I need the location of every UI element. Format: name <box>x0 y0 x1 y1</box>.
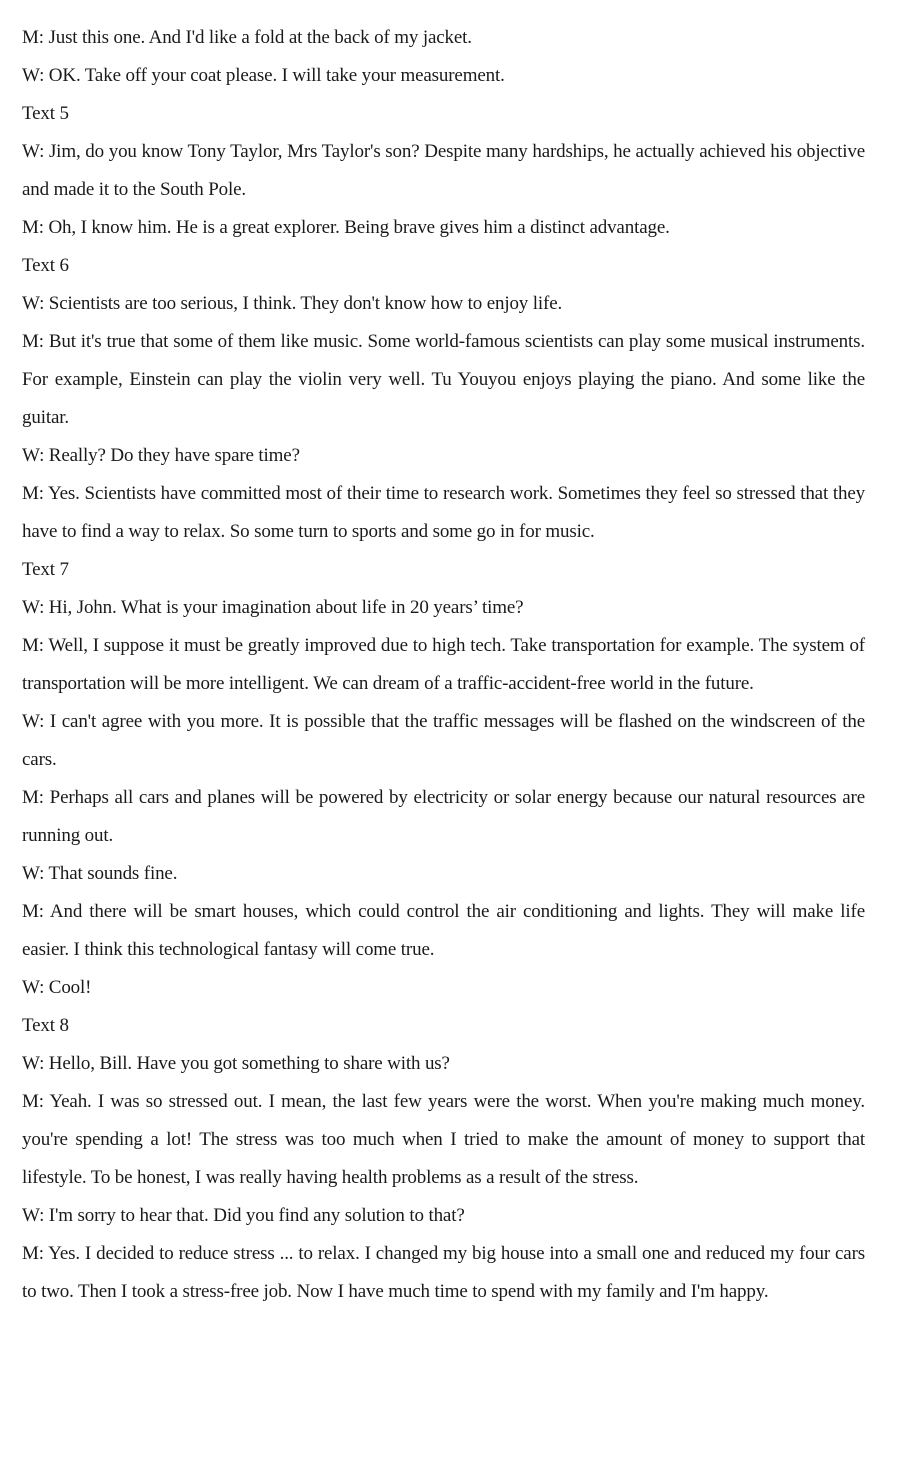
transcript-document <box>22 19 865 1311</box>
dialogue-line: M: Yes. I decided to reduce stress ... to relax. I changed my big house into a small one and reduced my four cars to two. Then I took a stress-free job. Now I have much time to spend with my family and I'm happy. <box>22 1243 865 1302</box>
section-heading: Text 6 <box>22 255 69 276</box>
dialogue-line: W: Cool! <box>22 977 92 998</box>
section-heading: Text 5 <box>22 103 69 124</box>
dialogue-line: W: I can't agree with you more. It is possible that the traffic messages will be flashed on the windscreen of the cars. <box>22 711 865 770</box>
dialogue-line: M: Yeah. I was so stressed out. I mean, the last few years were the worst. When you're making much money. you're spending a lot! The stress was too much when I tried to make the amount of money to support that lifestyle. To be honest, I was really having health problems as a result of the stress. <box>22 1091 865 1188</box>
dialogue-line: M: Just this one. And I'd like a fold at the back of my jacket. <box>22 27 472 48</box>
section-heading: Text 8 <box>22 1015 69 1036</box>
dialogue-line: W: Really? Do they have spare time? <box>22 445 300 466</box>
dialogue-line: M: Perhaps all cars and planes will be powered by electricity or solar energy because our natural resources are running out. <box>22 787 865 846</box>
dialogue-line: M: And there will be smart houses, which could control the air conditioning and lights. They will make life easier. I think this technological fantasy will come true. <box>22 901 865 960</box>
dialogue-line: W: OK. Take off your coat please. I will take your measurement. <box>22 65 505 86</box>
dialogue-line: M: Well, I suppose it must be greatly improved due to high tech. Take transportation for example. The system of transportation will be more intelligent. We can dream of a traffic-accident-free world in the future. <box>22 635 865 694</box>
dialogue-line: M: But it's true that some of them like music. Some world-famous scientists can play some musical instruments. For example, Einstein can play the violin very well. Tu Youyou enjoys playing the piano. And some like the guitar. <box>22 331 865 428</box>
dialogue-line: W: Scientists are too serious, I think. They don't know how to enjoy life. <box>22 293 563 314</box>
dialogue-line: M: Yes. Scientists have committed most of their time to research work. Sometimes they feel so stressed that they have to find a way to relax. So some turn to sports and some go in for music. <box>22 483 865 542</box>
dialogue-line: W: Hello, Bill. Have you got something to share with us? <box>22 1053 450 1074</box>
dialogue-line: W: That sounds fine. <box>22 863 178 884</box>
dialogue-line: M: Oh, I know him. He is a great explorer. Being brave gives him a distinct advantage. <box>22 217 670 238</box>
dialogue-line: W: Jim, do you know Tony Taylor, Mrs Taylor's son? Despite many hardships, he actually achieved his objective and made it to the South Pole. <box>22 141 865 200</box>
dialogue-line: W: Hi, John. What is your imagination about life in 20 years’ time? <box>22 597 524 618</box>
dialogue-line: W: I'm sorry to hear that. Did you find any solution to that? <box>22 1205 465 1226</box>
section-heading: Text 7 <box>22 559 69 580</box>
